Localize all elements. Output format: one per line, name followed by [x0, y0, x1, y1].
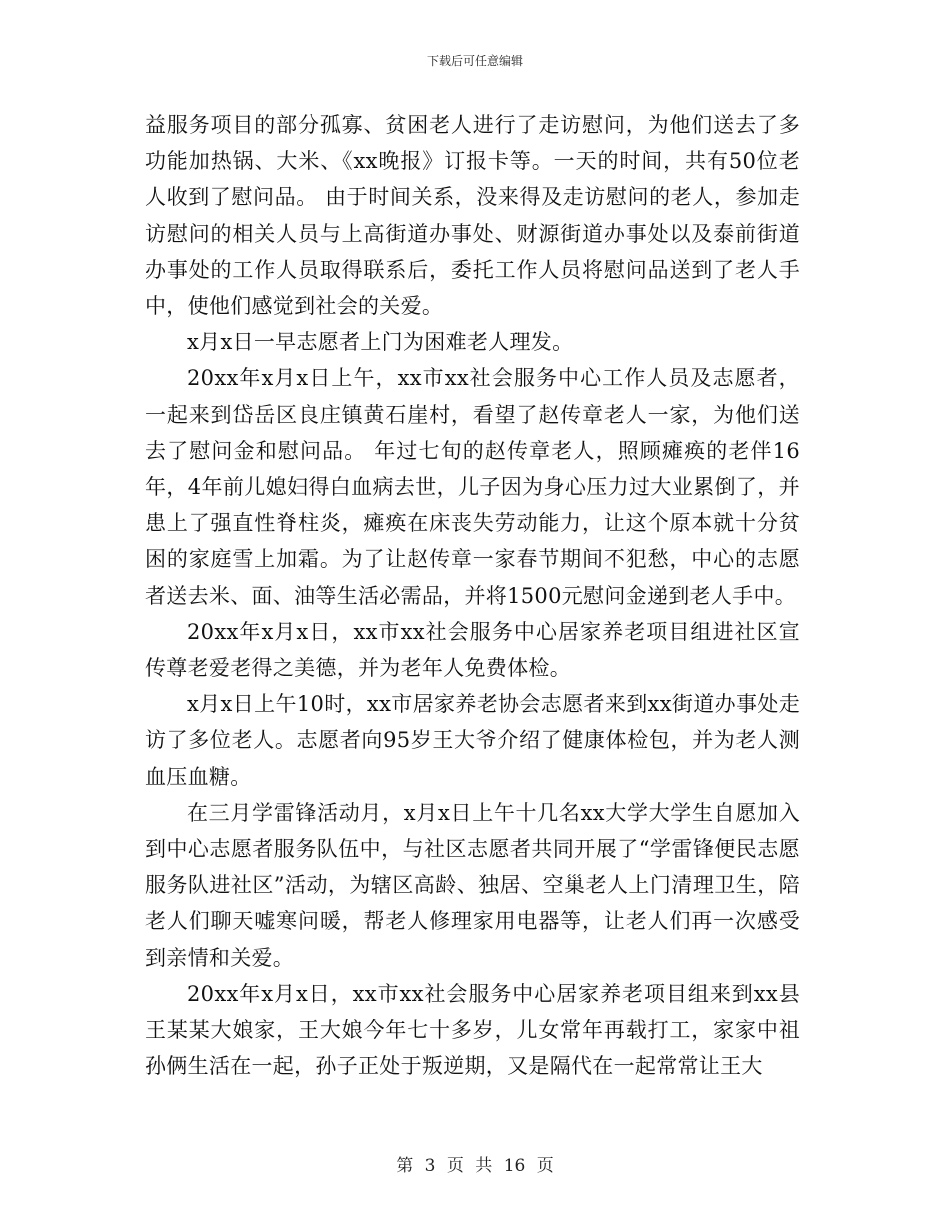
- page-footer: 第 3 页 共 16 页: [396, 1156, 554, 1176]
- paragraph: 20xx年x月x日，xx市xx社会服务中心居家养老项目组进社区宣传尊老爱老得之美德，并为老年人免费体检。: [145, 619, 800, 681]
- document-body: [145, 107, 800, 1084]
- paragraph: 益服务项目的部分孤寡、贫困老人进行了走访慰问，为他们送去了多功能加热锅、大米、《xx晚报》订报卡等。一天的时间，共有50位老人收到了慰问品。 由于时间关系，没来得及走访慰问的老人，参加走访慰问的相关人员与上高街道办事处、财源街道办事处以及泰前街道办事处的工作人员取得联系后，委托工作人员将慰问品送到了老人手中，使他们感觉到社会的关爱。: [145, 113, 800, 319]
- paragraph: x月x日上午10时，xx市居家养老协会志愿者来到xx街道办事处走访了多位老人。志愿者向95岁王大爷介绍了健康体检包，并为老人测血压血糖。: [145, 692, 800, 789]
- paragraph: 20xx年x月x日上午，xx市xx社会服务中心工作人员及志愿者，一起来到岱岳区良庄镇黄石崖村，看望了赵传章老人一家，为他们送去了慰问金和慰问品。 年过七旬的赵传章老人，照顾瘫痪的老伴16年，4年前儿媳妇得白血病去世，儿子因为身心压力过大业累倒了，并患上了强直性脊柱炎，瘫痪在床丧失劳动能力，让这个原本就十分贫困的家庭雪上加霜。为了让赵传章一家春节期间不犯愁，中心的志愿者送去米、面、油等生活必需品，并将1500元慰问金递到老人手中。: [145, 366, 800, 608]
- page-header: 下载后可任意编辑: [426, 54, 523, 68]
- paragraph: 20xx年x月x日，xx市xx社会服务中心居家养老项目组来到xx县王某某大娘家，王大娘今年七十多岁，儿女常年再载打工，家家中祖孙俩生活在一起，孙子正处于叛逆期，又是隔代在一起常常让王大: [145, 981, 800, 1079]
- paragraph: x月x日一早志愿者上门为困难老人理发。: [187, 330, 574, 355]
- paragraph: 在三月学雷锋活动月，x月x日上午十几名xx大学大学生自愿加入到中心志愿者服务队伍中，与社区志愿者共同开展了“学雷锋便民志愿服务队进社区”活动，为辖区高龄、独居、空巢老人上门清理卫生，陪老人们聊天嘘寒问暖，帮老人修理家用电器等，让老人们再一次感受到亲情和关爱。: [145, 800, 800, 970]
